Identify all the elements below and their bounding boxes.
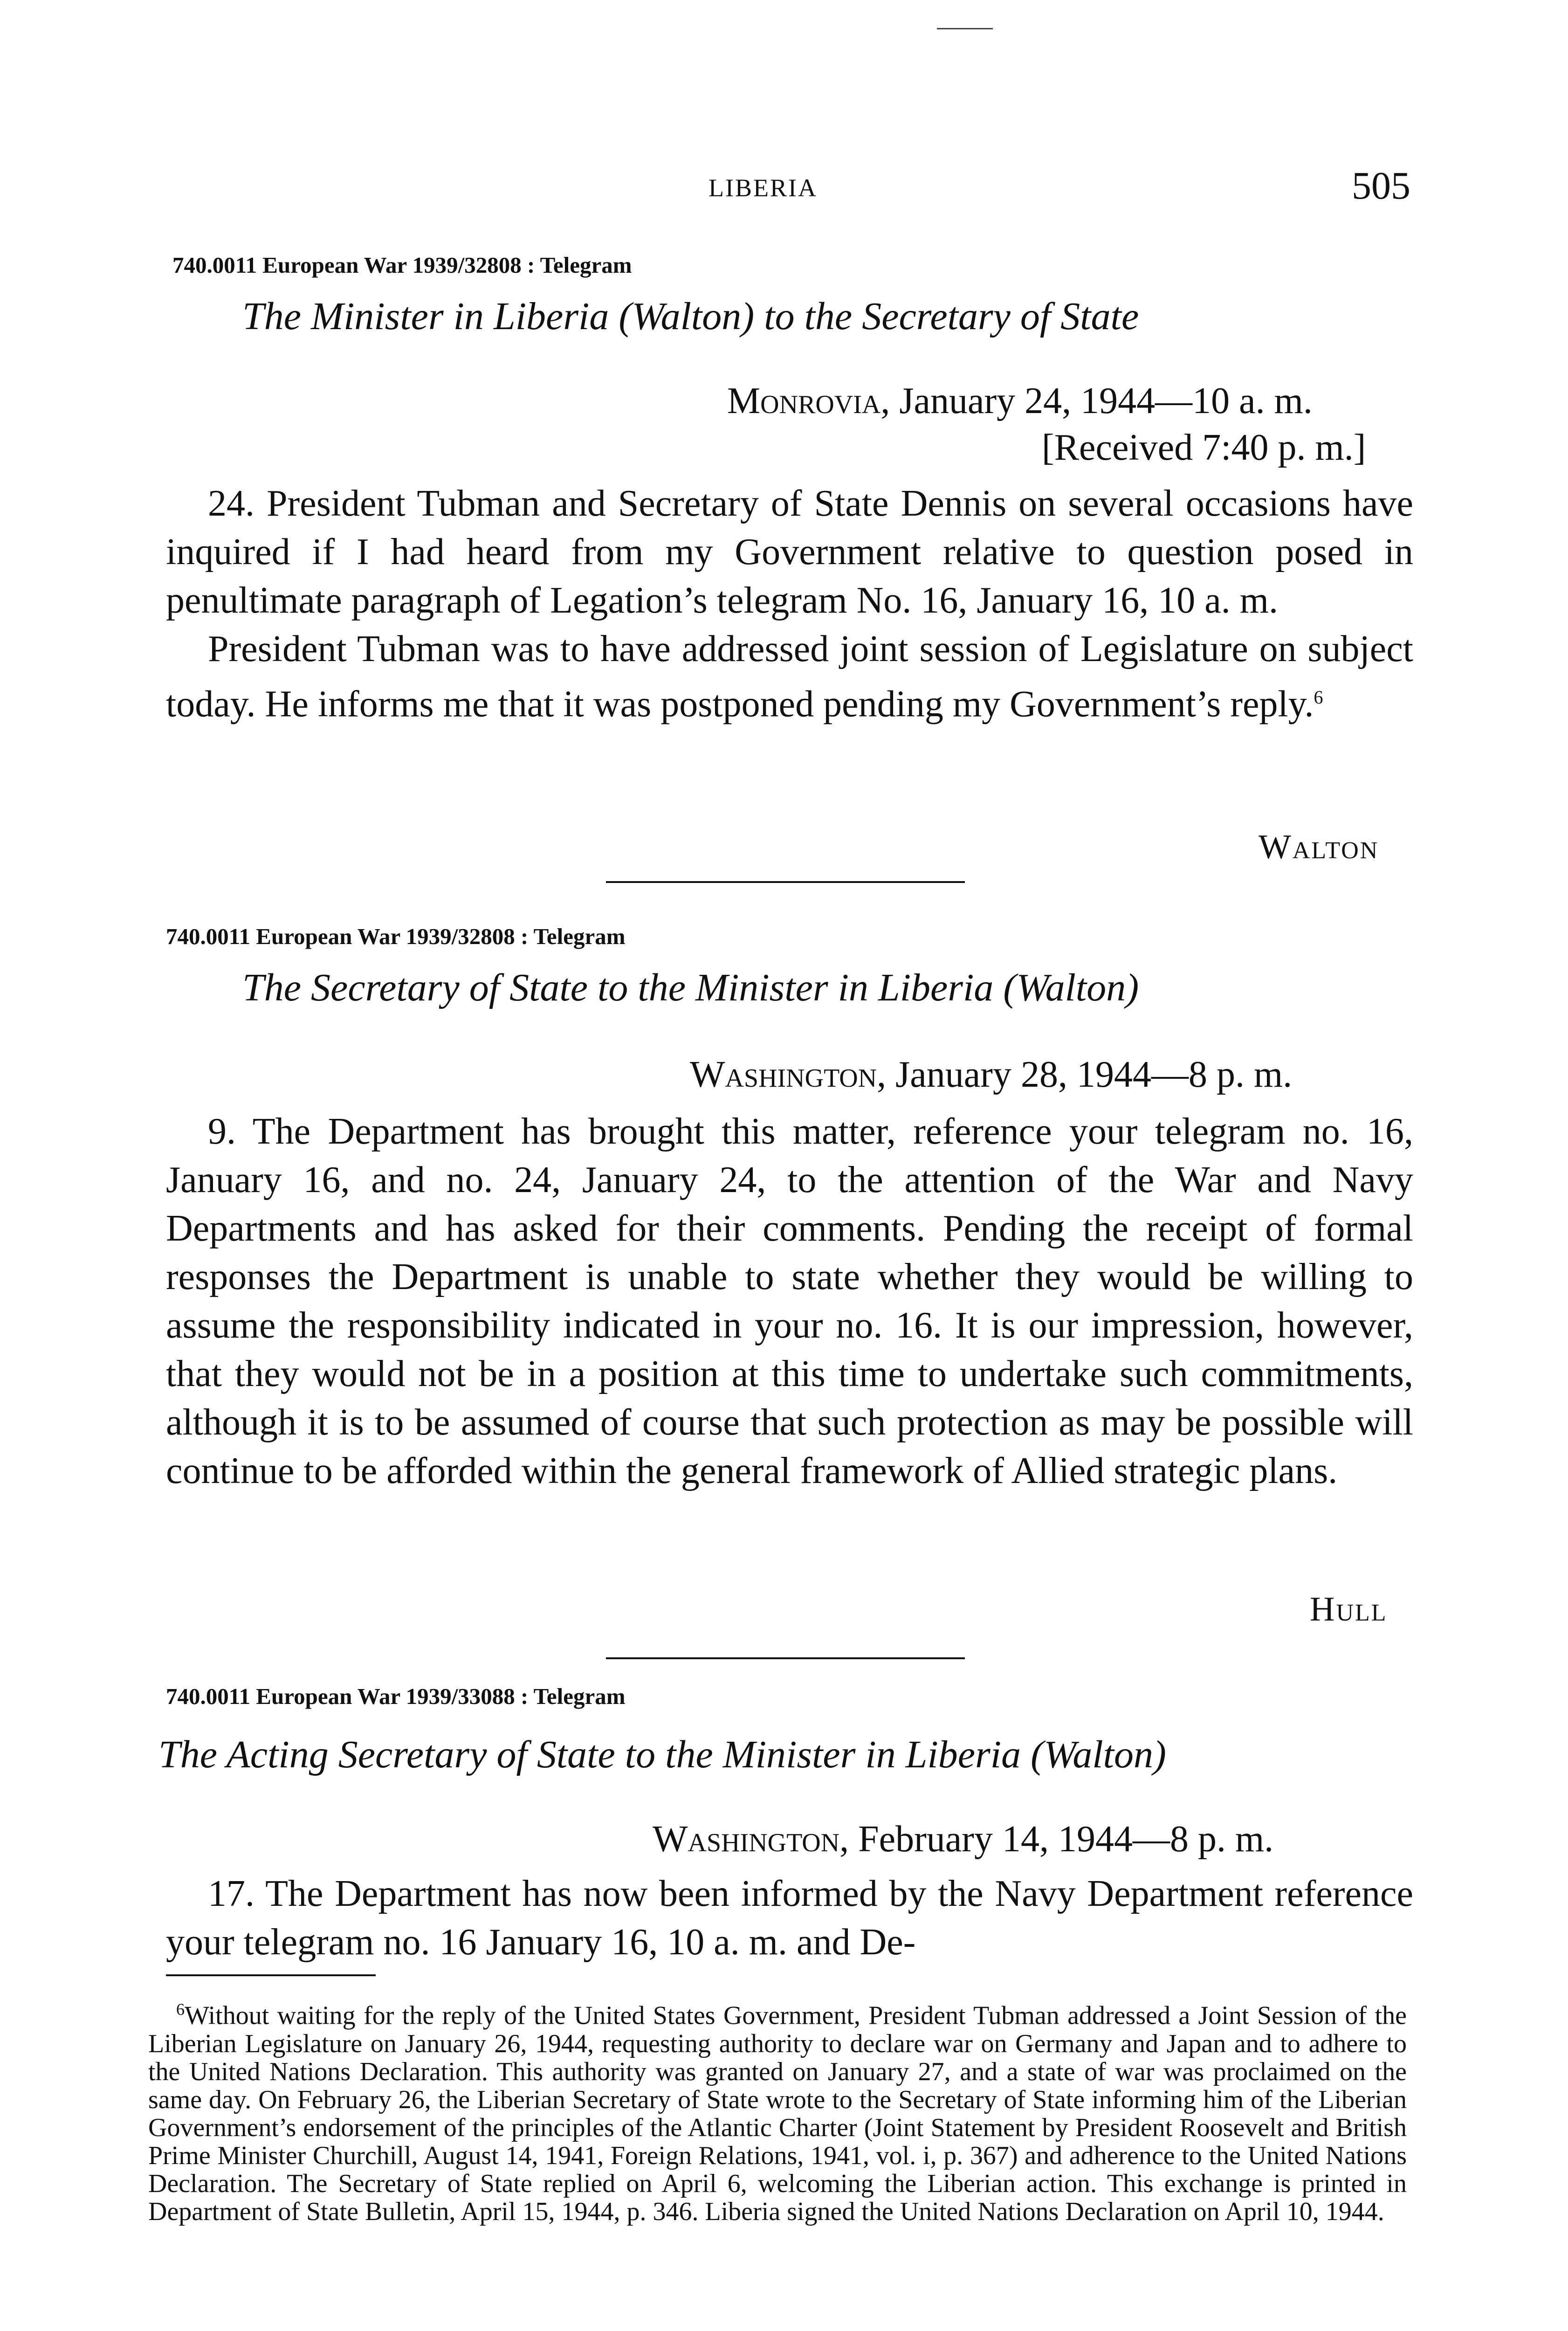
footnote-divider [166, 1974, 376, 1976]
dateline [653, 1818, 1273, 1861]
footnote-reference: 6 [1314, 687, 1323, 708]
dateline-time: January 24, 1944—10 a. m. [899, 380, 1313, 421]
dateline [690, 1054, 1292, 1096]
paragraph [166, 625, 1413, 729]
document-body [166, 1107, 1413, 1495]
dateline-place: Washington, [690, 1054, 887, 1095]
file-reference: 740.0011 European War 1939/32808 : Telegram [166, 924, 626, 949]
file-reference: 740.0011 European War 1939/33088 : Telegram [166, 1683, 626, 1709]
signature: Walton [1259, 828, 1379, 866]
dateline-time: February 14, 1944—8 p. m. [858, 1819, 1274, 1860]
paragraph: 17. The Department has now been informed by the Navy Department reference your telegram no. 16 January 16, 10 a. m. and De- [166, 1873, 1413, 1963]
footnote-body: Without waiting for the reply of the United States Government, President Tubman addressed a Joint Session of the Liberian Legislature on January 26, 1944, requesting authority to declare war on Germany and Japan and to adhere to the United Nations Declaration. This authority was granted on January 27, and a state of war was proclaimed on the same day. On February 26, the Liberian Secretary of State wrote to the Secretary of State informing him of the Liberian Government’s endorsement of the principles of the Atlantic Charter (Joint Statement by President Roosevelt and British Prime Minister Churchill, August 14, 1941, Foreign Relations, 1941, vol. i, p. 367) and adherence to the United Nations Declaration. The Secretary of State replied on April 6, welcoming the Liberian action. This exchange is printed in Department of State Bulletin, April 15, 1944, p. 346. Liberia signed the United Nations Declaration on April 10, 1944. [148, 2001, 1407, 2226]
document-body [166, 1869, 1413, 1966]
footnote [148, 1995, 1407, 2226]
running-head: LIBERIA [708, 174, 818, 202]
document-title: The Minister in Liberia (Walton) to the Secretary of State [242, 295, 1139, 338]
signature: Hull [1310, 1590, 1388, 1628]
dateline [727, 380, 1313, 422]
document-title: The Secretary of State to the Minister in Liberia (Walton) [242, 966, 1139, 1009]
paragraph: 24. President Tubman and Secretary of State Dennis on several occasions have inquired if I had heard from my Government relative to question posed in penultimate paragraph of Legation’s telegram No. 16, January 16, 10 a. m. [166, 483, 1413, 621]
document-title: The Acting Secretary of State to the Minister in Liberia (Walton) [158, 1733, 1166, 1776]
page-number: 505 [1352, 164, 1410, 207]
footnote-text [148, 1995, 1407, 2226]
paragraph-text: President Tubman was to have addressed joint session of Legislature on subject today. He informs me that it was postponed pending my Government’s reply. [166, 628, 1413, 725]
paragraph: 9. The Department has brought this matter, reference your telegram no. 16, January 16, and no. 24, January 24, to the attention of the War and Navy Departments and has asked for their comments. Pending the receipt of formal responses the Department is unable to state whether they would be willing to assume the responsibility indicated in your no. 16. It is our impression, however, that they would not be in a position at this time to undertake such commitments, although it is to be assumed of course that such protection as may be possible will continue to be afforded within the general framework of Allied strategic plans. [166, 1111, 1413, 1491]
section-divider [606, 1657, 965, 1659]
document-body [166, 479, 1413, 729]
file-reference: 740.0011 European War 1939/32808 : Telegram [172, 252, 632, 278]
received-note: [Received 7:40 p. m.] [1042, 427, 1366, 468]
dateline-time: January 28, 1944—8 p. m. [895, 1054, 1293, 1095]
section-divider [606, 881, 965, 883]
footnote-marker: 6 [176, 2000, 185, 2019]
top-mark [937, 28, 993, 29]
dateline-place: Monrovia, [727, 380, 890, 421]
dateline-place: Washington, [653, 1819, 849, 1860]
